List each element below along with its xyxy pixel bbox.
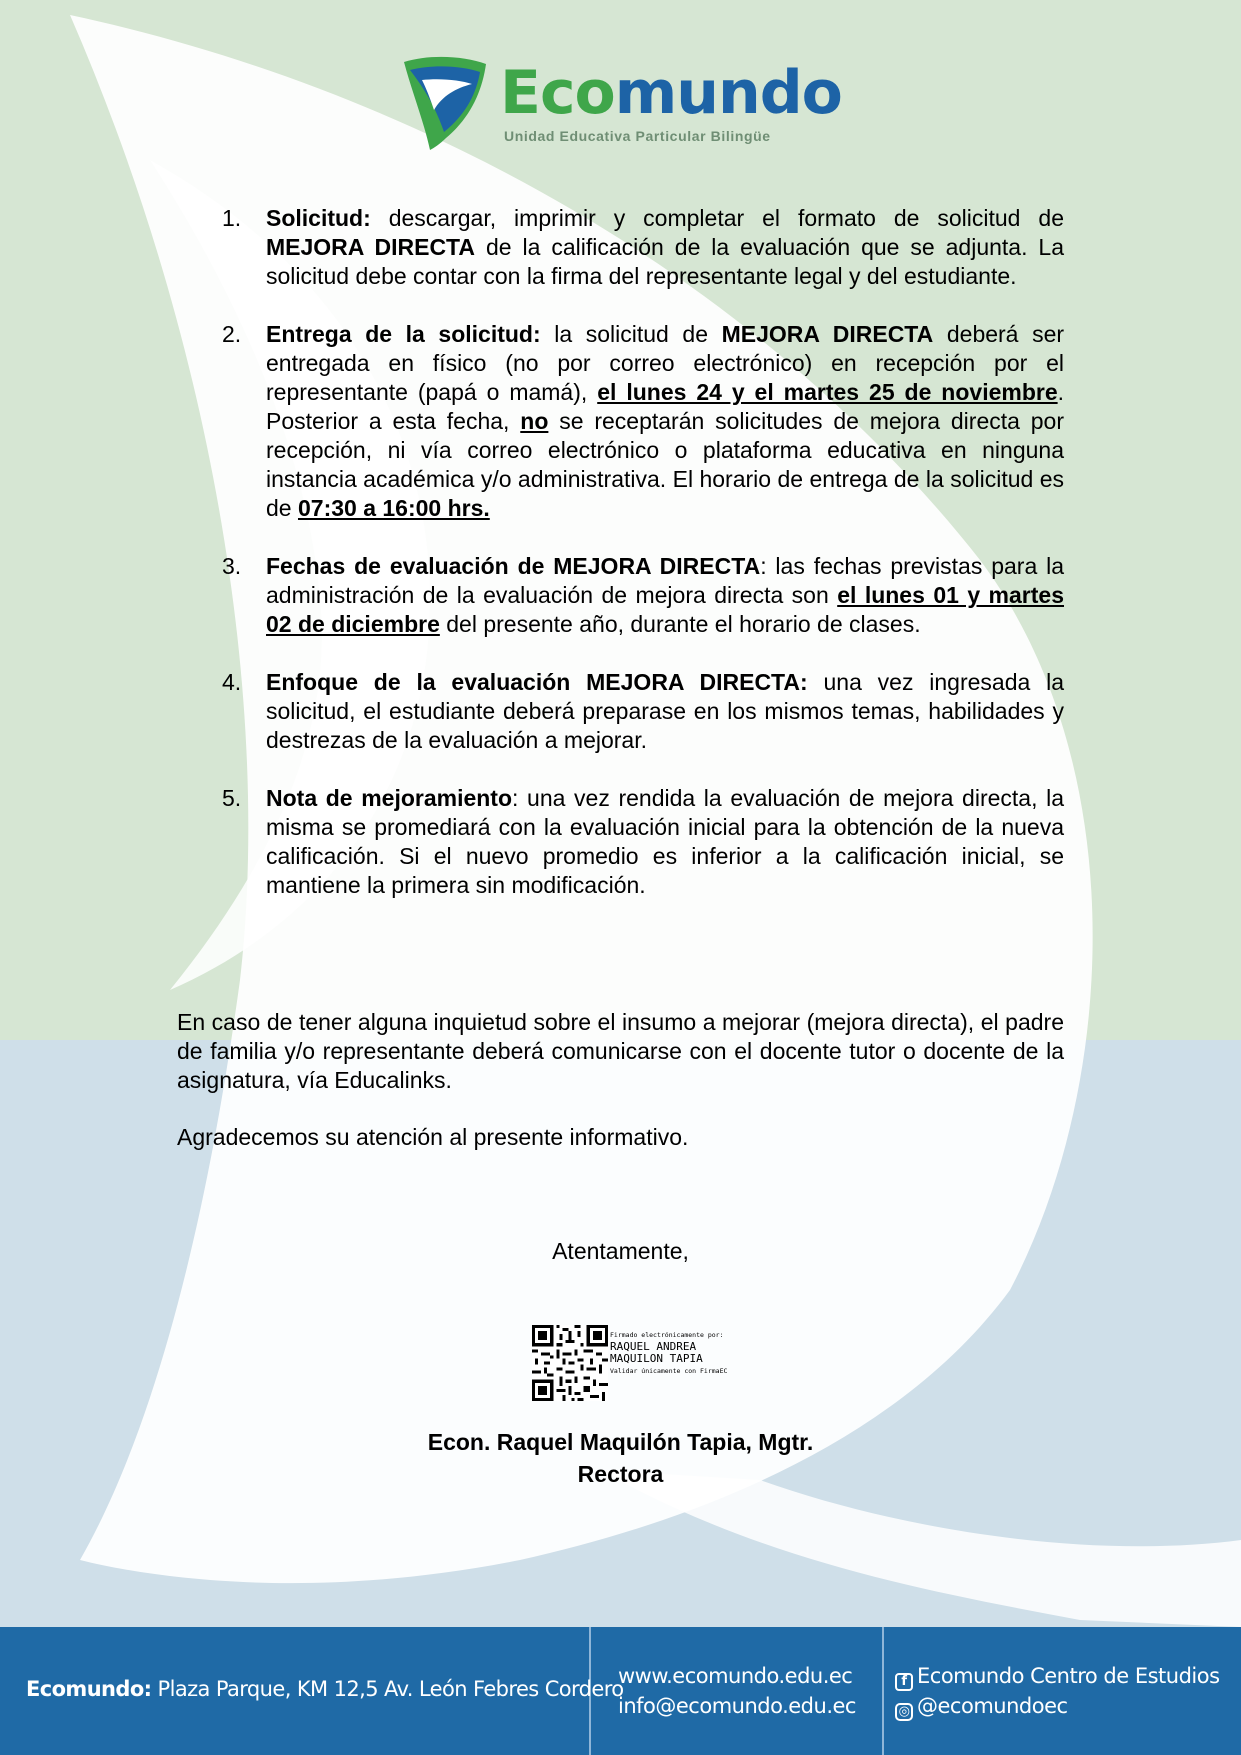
signature-text bbox=[610, 1329, 727, 1377]
thanks-paragraph: Agradecemos su atención al presente informativo. bbox=[177, 1124, 689, 1150]
item-text: : las fechas previstas para la administración de la evaluación de mejora directa son bbox=[266, 553, 1064, 608]
item-number: 1. bbox=[222, 205, 242, 231]
signer-name: Econ. Raquel Maquilón Tapia, Mgtr. bbox=[427, 1429, 814, 1455]
logo-name-mundo: mundo bbox=[614, 58, 842, 128]
logo-tagline: Unidad Educativa Particular Bilingüe bbox=[504, 128, 771, 144]
item-text: : una vez rendida la evaluación de mejora directa, la misma se promediará con la evaluación inicial para la obtención de la nueva calificación. Si el nuevo promedio es inferior a la calificación inicial, se mantiene la primera sin modificación. bbox=[266, 785, 1064, 898]
footer-facebook-text: Ecomundo Centro de Estudios bbox=[917, 1664, 1220, 1688]
footer-instagram-text: @ecomundoec bbox=[917, 1694, 1068, 1718]
footer-divider bbox=[882, 1627, 884, 1755]
leaf-logo-icon bbox=[400, 52, 490, 152]
item-emphasis: MEJORA DIRECTA bbox=[266, 234, 476, 260]
item-heading: Nota de mejoramiento bbox=[266, 785, 513, 811]
instagram-icon: ◎ bbox=[895, 1703, 913, 1721]
signer-title: Rectora bbox=[577, 1461, 664, 1487]
footer-address-label: Ecomundo: bbox=[26, 1677, 152, 1701]
item-number: 3. bbox=[222, 553, 242, 579]
signature-validation: Validar únicamente con FirmaEC bbox=[610, 1367, 728, 1375]
item-heading: Entrega de la solicitud: bbox=[266, 321, 541, 347]
item-dates: el lunes 01 y martes 02 de diciembre bbox=[266, 582, 1064, 637]
item-heading: Enfoque de la evaluación MEJORA DIRECTA: bbox=[266, 669, 808, 695]
logo-wordmark bbox=[500, 58, 842, 128]
item-heading: Fechas de evaluación de MEJORA DIRECTA bbox=[266, 553, 761, 579]
signature-name-line1: RAQUEL ANDREA bbox=[610, 1340, 697, 1353]
item-text: deberá ser entregada en físico (no por correo electrónico) en recepción por el representante (papá o mamá), bbox=[266, 321, 1065, 405]
list-item bbox=[222, 552, 1064, 639]
list-item bbox=[222, 320, 1064, 523]
footer-social bbox=[895, 1661, 1220, 1721]
logo bbox=[400, 52, 842, 152]
electronic-signature bbox=[532, 1325, 742, 1405]
instructions-list bbox=[222, 204, 1064, 929]
item-dates: el lunes 24 y el martes 25 de noviembre bbox=[597, 379, 1058, 405]
footer bbox=[0, 1627, 1241, 1755]
list-item bbox=[222, 204, 1064, 291]
item-number: 2. bbox=[222, 321, 242, 347]
item-text: la solicitud de bbox=[540, 321, 722, 347]
item-number: 4. bbox=[222, 669, 242, 695]
item-emphasis: MEJORA DIRECTA bbox=[721, 321, 934, 347]
signer-block bbox=[0, 1426, 1241, 1490]
item-text: descargar, imprimir y completar el formato de solicitud de bbox=[370, 205, 1064, 231]
footer-instagram-link[interactable] bbox=[895, 1691, 1220, 1721]
footer-address-text: Plaza Parque, KM 12,5 Av. León Febres Cordero bbox=[151, 1677, 624, 1701]
closing-salutation: Atentamente, bbox=[552, 1238, 689, 1264]
item-emphasis-no: no bbox=[520, 408, 549, 434]
item-text: . Posterior a esta fecha, bbox=[266, 379, 1065, 434]
footer-facebook-link[interactable] bbox=[895, 1661, 1220, 1691]
footer-contact bbox=[618, 1661, 856, 1721]
footer-website-link[interactable]: www.ecomundo.edu.ec bbox=[618, 1664, 853, 1688]
item-text: se receptarán solicitudes de mejora directa por recepción, ni vía correo electrónico o plataforma educativa en ninguna instancia académica y/o administrativa. El horario de entrega de la solicitud es de bbox=[266, 408, 1065, 521]
item-text: del presente año, durante el horario de clases. bbox=[439, 611, 921, 637]
logo-name-eco: Eco bbox=[500, 58, 615, 128]
signature-caption: Firmado electrónicamente por: bbox=[610, 1331, 724, 1339]
item-number: 5. bbox=[222, 785, 242, 811]
facebook-icon: f bbox=[895, 1673, 913, 1691]
inquiry-paragraph: En caso de tener alguna inquietud sobre el insumo a mejorar (mejora directa), el padre de familia y/o representante deberá comunicarse con el docente tutor o docente de la asignatura, vía Educalinks. bbox=[177, 1009, 1064, 1093]
footer-address bbox=[26, 1677, 624, 1701]
item-schedule: 07:30 a 16:00 hrs. bbox=[297, 495, 490, 521]
item-text: de la calificación de la evaluación que se adjunta. La solicitud debe contar con la firma del representante legal y del estudiante. bbox=[266, 234, 1065, 289]
footer-email-link[interactable]: info@ecomundo.edu.ec bbox=[618, 1694, 856, 1718]
item-text: una vez ingresada la solicitud, el estudiante deberá preparase en los mismos temas, habilidades y destrezas de la evaluación a mejorar. bbox=[266, 669, 1064, 753]
item-heading: Solicitud: bbox=[266, 205, 371, 231]
list-item bbox=[222, 784, 1064, 900]
list-item bbox=[222, 668, 1064, 755]
signature-name-line2: MAQUILON TAPIA bbox=[610, 1352, 703, 1365]
qr-code-icon bbox=[532, 1325, 608, 1401]
